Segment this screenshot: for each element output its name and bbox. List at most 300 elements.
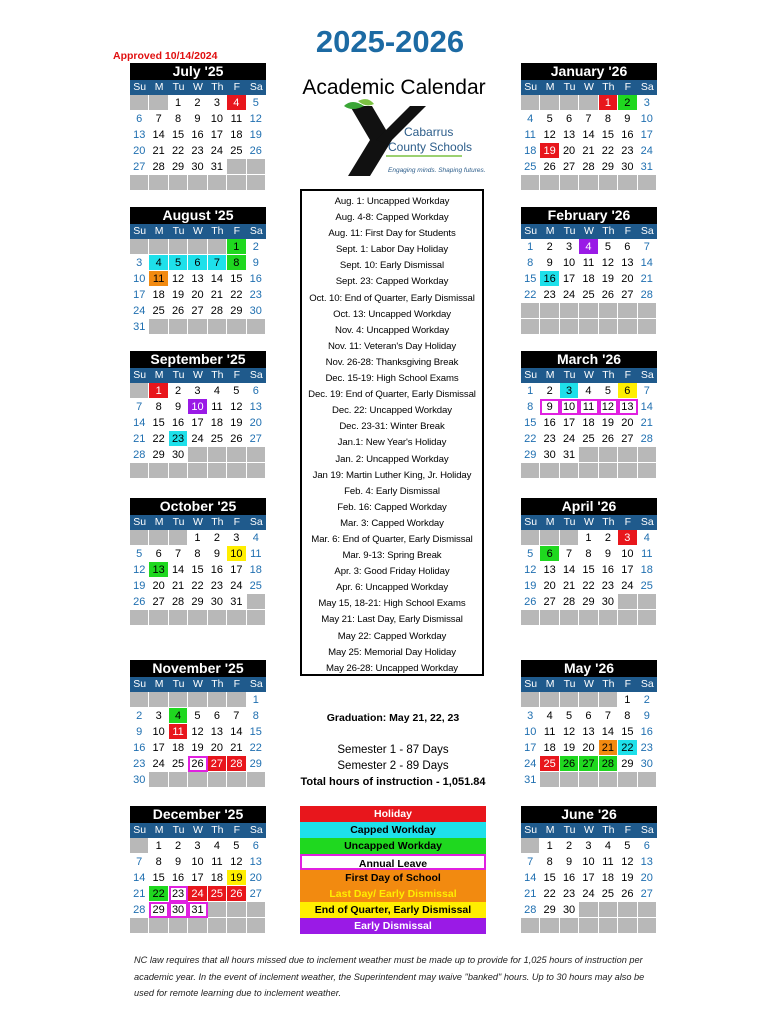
day-cell: 21 — [638, 271, 657, 287]
day-cell: 26 — [227, 886, 246, 902]
legend-item: End of Quarter, Early Dismissal — [300, 902, 486, 918]
weekday-label: W — [188, 224, 207, 239]
event-item: May 25: Memorial Day Holiday — [328, 646, 456, 658]
weekday-label: Tu — [560, 80, 579, 95]
day-cell: 29 — [579, 594, 598, 610]
day-cell: 7 — [149, 111, 168, 127]
day-cell: 7 — [208, 255, 227, 271]
empty-cell — [599, 610, 618, 626]
event-item: Dec. 22: Uncapped Workday — [332, 405, 452, 417]
day-cell: 27 — [560, 159, 579, 175]
day-cell: 3 — [521, 708, 540, 724]
empty-cell — [247, 463, 266, 479]
day-cell: 3 — [579, 838, 598, 854]
day-cell: 16 — [188, 127, 207, 143]
weekday-label: M — [540, 677, 559, 692]
empty-cell — [560, 463, 579, 479]
day-cell: 3 — [638, 95, 657, 111]
day-cell: 7 — [638, 239, 657, 255]
day-cell: 8 — [521, 255, 540, 271]
empty-cell — [579, 447, 598, 463]
empty-cell — [227, 447, 246, 463]
day-cell: 25 — [169, 756, 188, 772]
day-cell: 17 — [560, 271, 579, 287]
day-cell: 5 — [169, 255, 188, 271]
day-cell: 18 — [208, 870, 227, 886]
day-cell: 23 — [638, 740, 657, 756]
day-cell: 28 — [149, 159, 168, 175]
semester-1-days: Semester 1 - 87 Days — [337, 744, 449, 756]
weekday-label: Sa — [247, 515, 266, 530]
day-cell: 9 — [169, 399, 188, 415]
event-item: Jan. 2: Uncapped Workday — [335, 453, 449, 465]
day-cell: 11 — [208, 854, 227, 870]
day-cell: 1 — [618, 692, 637, 708]
day-cell: 20 — [638, 870, 657, 886]
day-grid — [521, 692, 657, 788]
day-cell: 16 — [599, 562, 618, 578]
day-cell: 28 — [638, 287, 657, 303]
day-cell: 1 — [521, 383, 540, 399]
empty-cell — [540, 772, 559, 788]
day-cell: 6 — [540, 546, 559, 562]
empty-cell — [188, 610, 207, 626]
day-cell: 21 — [130, 886, 149, 902]
event-item: Dec. 15-19: High School Exams — [325, 373, 459, 385]
empty-cell — [130, 463, 149, 479]
day-cell: 18 — [599, 870, 618, 886]
empty-cell — [208, 239, 227, 255]
empty-cell — [618, 918, 637, 934]
empty-cell — [540, 463, 559, 479]
day-cell: 16 — [247, 271, 266, 287]
day-cell: 28 — [208, 303, 227, 319]
weekday-label: Tu — [169, 823, 188, 838]
weekday-label: Tu — [560, 368, 579, 383]
empty-cell — [130, 692, 149, 708]
weekday-label: Sa — [247, 80, 266, 95]
empty-cell — [227, 159, 246, 175]
empty-cell — [130, 383, 149, 399]
weekday-label: M — [149, 224, 168, 239]
event-item: Sept. 10: Early Dismissal — [339, 260, 445, 272]
day-cell: 26 — [560, 756, 579, 772]
day-cell: 17 — [227, 562, 246, 578]
year-title: 2025-2026 — [315, 24, 465, 59]
weekday-label: Su — [521, 368, 540, 383]
empty-cell — [579, 772, 598, 788]
empty-cell — [521, 918, 540, 934]
empty-cell — [130, 239, 149, 255]
empty-cell — [521, 692, 540, 708]
day-cell: 14 — [579, 127, 598, 143]
empty-cell — [130, 95, 149, 111]
weekday-header — [521, 224, 657, 239]
weekday-label: Th — [208, 224, 227, 239]
weekday-header — [521, 823, 657, 838]
empty-cell — [130, 918, 149, 934]
day-cell: 10 — [618, 546, 637, 562]
day-cell: 22 — [188, 578, 207, 594]
day-cell: 13 — [149, 562, 168, 578]
day-cell: 2 — [169, 383, 188, 399]
month-calendar — [130, 63, 266, 191]
weekday-label: Th — [599, 368, 618, 383]
day-cell: 14 — [227, 724, 246, 740]
day-cell: 21 — [579, 143, 598, 159]
empty-cell — [579, 95, 598, 111]
day-cell: 13 — [208, 724, 227, 740]
weekday-label: Su — [130, 368, 149, 383]
day-cell: 13 — [247, 854, 266, 870]
day-cell: 7 — [560, 546, 579, 562]
day-grid — [130, 838, 266, 934]
month-title: December '25 — [130, 806, 266, 823]
empty-cell — [560, 175, 579, 191]
day-cell: 12 — [188, 724, 207, 740]
day-cell: 22 — [521, 287, 540, 303]
empty-cell — [149, 463, 168, 479]
empty-cell — [618, 447, 637, 463]
empty-cell — [227, 772, 246, 788]
day-cell: 26 — [247, 143, 266, 159]
empty-cell — [638, 319, 657, 335]
empty-cell — [188, 463, 207, 479]
weekday-label: Th — [208, 823, 227, 838]
weekday-label: Th — [599, 224, 618, 239]
day-cell: 23 — [208, 578, 227, 594]
day-cell: 18 — [227, 127, 246, 143]
day-cell: 27 — [247, 886, 266, 902]
day-cell: 14 — [130, 870, 149, 886]
empty-cell — [149, 772, 168, 788]
day-cell: 11 — [599, 854, 618, 870]
day-cell: 22 — [540, 886, 559, 902]
empty-cell — [560, 319, 579, 335]
day-cell: 1 — [227, 239, 246, 255]
day-cell: 3 — [560, 383, 579, 399]
day-cell: 9 — [208, 546, 227, 562]
day-cell: 6 — [618, 239, 637, 255]
event-item: Oct. 13: Uncapped Workday — [333, 308, 451, 320]
day-cell: 6 — [560, 111, 579, 127]
weekday-label: Tu — [560, 677, 579, 692]
day-cell: 29 — [521, 447, 540, 463]
weekday-label: Tu — [560, 224, 579, 239]
event-item: Mar. 9-13: Spring Break — [342, 550, 442, 562]
day-cell: 5 — [540, 111, 559, 127]
event-item: Feb. 4: Early Dismissal — [344, 485, 440, 497]
empty-cell — [227, 319, 246, 335]
empty-cell — [521, 610, 540, 626]
weekday-label: Tu — [169, 368, 188, 383]
weekday-label: F — [227, 224, 246, 239]
day-cell: 25 — [149, 303, 168, 319]
day-cell: 18 — [638, 562, 657, 578]
weekday-label: F — [227, 677, 246, 692]
empty-cell — [188, 175, 207, 191]
day-cell: 30 — [599, 594, 618, 610]
day-cell: 31 — [638, 159, 657, 175]
day-cell: 1 — [579, 530, 598, 546]
day-cell: 14 — [560, 562, 579, 578]
day-cell: 6 — [188, 255, 207, 271]
empty-cell — [618, 902, 637, 918]
empty-cell — [169, 692, 188, 708]
day-cell: 6 — [579, 708, 598, 724]
empty-cell — [599, 772, 618, 788]
day-cell: 14 — [208, 271, 227, 287]
empty-cell — [247, 902, 266, 918]
empty-cell — [560, 95, 579, 111]
day-cell: 19 — [247, 127, 266, 143]
logo-line1: Cabarrus — [404, 125, 454, 139]
day-cell: 16 — [169, 870, 188, 886]
weekday-header — [130, 80, 266, 95]
day-cell: 10 — [227, 546, 246, 562]
day-cell: 3 — [208, 95, 227, 111]
weekday-label: Su — [130, 515, 149, 530]
day-cell: 2 — [560, 838, 579, 854]
day-cell: 31 — [130, 319, 149, 335]
empty-cell — [227, 918, 246, 934]
day-cell: 30 — [169, 902, 188, 918]
event-item: Apr. 6: Uncapped Workday — [335, 582, 449, 594]
day-cell: 26 — [188, 756, 207, 772]
month-calendar — [521, 498, 657, 626]
day-cell: 13 — [579, 724, 598, 740]
empty-cell — [188, 918, 207, 934]
day-cell: 7 — [130, 399, 149, 415]
day-cell: 9 — [599, 546, 618, 562]
empty-cell — [618, 610, 637, 626]
day-cell: 11 — [540, 724, 559, 740]
day-cell: 21 — [149, 143, 168, 159]
day-cell: 22 — [169, 143, 188, 159]
color-legend — [300, 806, 486, 934]
day-cell: 15 — [521, 415, 540, 431]
day-cell: 26 — [521, 594, 540, 610]
weekday-label: Sa — [638, 823, 657, 838]
empty-cell — [579, 918, 598, 934]
logo-line2: County Schools — [388, 140, 473, 154]
empty-cell — [579, 303, 598, 319]
day-cell: 6 — [247, 838, 266, 854]
day-cell: 8 — [618, 708, 637, 724]
weekday-label: M — [540, 224, 559, 239]
day-cell: 4 — [169, 708, 188, 724]
empty-cell — [599, 463, 618, 479]
day-grid — [521, 838, 657, 934]
empty-cell — [169, 918, 188, 934]
empty-cell — [638, 303, 657, 319]
day-cell: 13 — [188, 271, 207, 287]
day-cell: 6 — [638, 838, 657, 854]
day-cell: 16 — [540, 271, 559, 287]
weekday-label: W — [579, 823, 598, 838]
day-cell: 3 — [188, 838, 207, 854]
day-cell: 19 — [599, 415, 618, 431]
day-cell: 28 — [130, 902, 149, 918]
day-cell: 23 — [618, 143, 637, 159]
empty-cell — [208, 772, 227, 788]
empty-cell — [188, 692, 207, 708]
day-cell: 17 — [560, 415, 579, 431]
day-cell: 31 — [208, 159, 227, 175]
day-cell: 30 — [638, 756, 657, 772]
day-cell: 21 — [638, 415, 657, 431]
day-cell: 25 — [599, 886, 618, 902]
weekday-label: Sa — [638, 224, 657, 239]
weekday-label: Su — [521, 823, 540, 838]
day-cell: 4 — [599, 838, 618, 854]
day-cell: 25 — [521, 159, 540, 175]
day-cell: 22 — [579, 578, 598, 594]
empty-cell — [208, 447, 227, 463]
month-title: July '25 — [130, 63, 266, 80]
event-item: Dec. 19: End of Quarter, Early Dismissal — [308, 389, 476, 401]
weekday-label: M — [540, 368, 559, 383]
day-cell: 7 — [579, 111, 598, 127]
weekday-label: W — [188, 368, 207, 383]
legend-item: Annual Leave — [300, 854, 486, 870]
empty-cell — [599, 175, 618, 191]
empty-cell — [618, 175, 637, 191]
day-cell: 8 — [188, 546, 207, 562]
empty-cell — [579, 175, 598, 191]
day-cell: 13 — [618, 399, 637, 415]
day-cell: 17 — [208, 127, 227, 143]
month-calendar — [130, 660, 266, 788]
day-grid — [521, 383, 657, 479]
empty-cell — [169, 772, 188, 788]
day-cell: 10 — [188, 854, 207, 870]
day-cell: 10 — [638, 111, 657, 127]
weekday-label: W — [188, 515, 207, 530]
day-cell: 18 — [579, 415, 598, 431]
day-cell: 24 — [227, 578, 246, 594]
empty-cell — [540, 95, 559, 111]
day-cell: 12 — [540, 127, 559, 143]
weekday-label: Tu — [169, 80, 188, 95]
day-cell: 3 — [149, 708, 168, 724]
empty-cell — [599, 902, 618, 918]
weekday-label: Su — [130, 823, 149, 838]
day-cell: 21 — [130, 431, 149, 447]
day-cell: 7 — [638, 383, 657, 399]
day-cell: 8 — [579, 546, 598, 562]
weekday-label: F — [618, 368, 637, 383]
day-cell: 28 — [599, 756, 618, 772]
event-item: Jan 19: Martin Luther King, Jr. Holiday — [312, 469, 472, 481]
day-cell: 17 — [638, 127, 657, 143]
day-cell: 22 — [227, 287, 246, 303]
day-cell: 8 — [149, 399, 168, 415]
day-cell: 29 — [247, 756, 266, 772]
empty-cell — [208, 610, 227, 626]
day-cell: 11 — [208, 399, 227, 415]
day-cell: 20 — [579, 740, 598, 756]
day-grid — [521, 95, 657, 191]
empty-cell — [130, 175, 149, 191]
empty-cell — [599, 918, 618, 934]
weekday-header — [130, 677, 266, 692]
day-cell: 17 — [188, 415, 207, 431]
event-item: Jan.1: New Year's Holiday — [337, 437, 447, 449]
weekday-label: M — [540, 515, 559, 530]
empty-cell — [638, 594, 657, 610]
day-grid — [521, 239, 657, 335]
day-cell: 16 — [638, 724, 657, 740]
weekday-label: Th — [208, 80, 227, 95]
day-cell: 1 — [521, 239, 540, 255]
day-cell: 9 — [247, 255, 266, 271]
day-cell: 30 — [560, 902, 579, 918]
month-calendar — [130, 207, 266, 335]
day-cell: 26 — [618, 886, 637, 902]
graduation-dates: Graduation: May 21, 22, 23 — [326, 712, 460, 724]
day-cell: 15 — [579, 562, 598, 578]
day-cell: 4 — [149, 255, 168, 271]
day-cell: 19 — [188, 740, 207, 756]
day-cell: 17 — [618, 562, 637, 578]
empty-cell — [208, 692, 227, 708]
day-cell: 27 — [540, 594, 559, 610]
day-cell: 24 — [521, 756, 540, 772]
empty-cell — [618, 772, 637, 788]
month-title: January '26 — [521, 63, 657, 80]
legend-item: Capped Workday — [300, 822, 486, 838]
day-cell: 14 — [638, 399, 657, 415]
empty-cell — [169, 610, 188, 626]
event-item: Nov. 11: Veteran's Day Holiday — [327, 340, 457, 352]
day-cell: 8 — [540, 854, 559, 870]
empty-cell — [618, 303, 637, 319]
day-cell: 21 — [227, 740, 246, 756]
event-item: May 21: Last Day, Early Dismissal — [321, 614, 463, 626]
day-cell: 15 — [149, 870, 168, 886]
day-cell: 5 — [227, 383, 246, 399]
day-cell: 28 — [638, 431, 657, 447]
day-cell: 17 — [579, 870, 598, 886]
month-calendar — [130, 806, 266, 934]
weekday-label: W — [579, 515, 598, 530]
day-cell: 12 — [247, 111, 266, 127]
day-cell: 20 — [618, 271, 637, 287]
day-cell: 30 — [540, 447, 559, 463]
day-cell: 13 — [638, 854, 657, 870]
month-calendar — [521, 207, 657, 335]
weekday-label: Su — [130, 80, 149, 95]
day-cell: 12 — [599, 255, 618, 271]
weekday-header — [521, 80, 657, 95]
legend-item: Last Day/ Early Dismissal — [300, 886, 486, 902]
weekday-label: F — [618, 677, 637, 692]
day-cell: 20 — [540, 578, 559, 594]
empty-cell — [579, 902, 598, 918]
day-cell: 23 — [169, 886, 188, 902]
day-cell: 18 — [169, 740, 188, 756]
weekday-header — [130, 823, 266, 838]
day-cell: 8 — [169, 111, 188, 127]
day-cell: 29 — [169, 159, 188, 175]
day-cell: 4 — [638, 530, 657, 546]
day-cell: 22 — [618, 740, 637, 756]
day-cell: 28 — [169, 594, 188, 610]
day-cell: 1 — [247, 692, 266, 708]
day-cell: 19 — [560, 740, 579, 756]
weekday-label: Su — [521, 224, 540, 239]
